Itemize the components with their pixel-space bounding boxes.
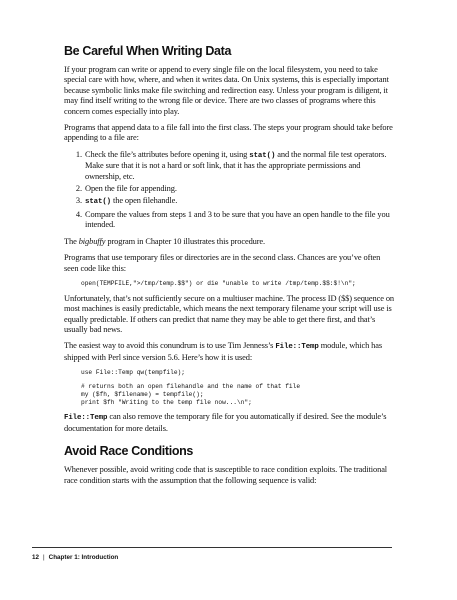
section-heading-careful-writing: Be Careful When Writing Data <box>64 44 232 58</box>
paragraph: Programs that append data to a file fall into the first class. The steps your program should take before appending to a file are: <box>64 123 393 143</box>
page-number: 12 <box>32 554 40 561</box>
program-name: bigbuffy <box>78 236 106 246</box>
paragraph: If your program can write or append to every single file on the local filesystem, you need to take special care with how, where, and when it writes data. On Unix systems, this is especially important because symbolic links make file switching and redirection easy. Unless your program is diligent, it may find itself writing to the wrong file or device. There are two classes of programs where this concern comes especially into play. <box>64 65 389 116</box>
list-item: 3. stat() the open filehandle. <box>84 196 394 207</box>
list-item: 1. Check the file’s attributes before opening it, using stat() and the normal file test operators. Make sure that it is not a hard or soft link, that it has the appropriate permissions and ownership, etc. <box>84 150 394 182</box>
page-content <box>64 44 394 492</box>
page-footer <box>32 547 392 561</box>
list-item: 4. Compare the values from steps 1 and 3 to be sure that you have an open handle to the file you intended. <box>84 210 394 231</box>
inline-code: stat() <box>249 151 276 160</box>
code-block: open(TEMPFILE,">/tmp/temp.$$") or die "unable to write /tmp/temp.$$:$!\n"; <box>81 279 356 287</box>
paragraph: The easiest way to avoid this conundrum is to use Tim Jenness’s File::Temp module, which has shipped with Perl since version 5.6. Here’s how it is used: <box>64 341 383 362</box>
paragraph: File::Temp can also remove the temporary file for you automatically if desired. See the module’s documentation for more details. <box>64 412 387 433</box>
paragraph: The bigbuffy program in Chapter 10 illustrates this procedure. <box>64 236 266 246</box>
section-heading-race-conditions: Avoid Race Conditions <box>64 444 194 459</box>
inline-code: File::Temp <box>275 343 319 352</box>
inline-code: File::Temp <box>64 414 108 423</box>
code-block: use File::Temp qw(tempfile); # returns both an open filehandle and the name of that file my ($fh, $filename) = tempfile(); print $fh "Writing to the temp file now...\n"; <box>81 369 301 406</box>
paragraph: Whenever possible, avoid writing code that is susceptible to race condition exploits. The traditional race condition starts with the assumption that the following sequence is valid: <box>64 465 388 485</box>
paragraph: Programs that use temporary files or directories are in the second class. Chances are you’ve often seen code like this: <box>64 253 381 273</box>
inline-code: stat() <box>85 198 112 207</box>
chapter-title: Chapter 1: Introduction <box>48 554 119 561</box>
paragraph: Unfortunately, that’s not sufficiently secure on a multiuser machine. The process ID ($$) sequence on most machines is easily predictable, which means the next temporary filename your script will use is equally predictable. If others can predict that name they may be able to get there first, and that’s usually bad news. <box>64 293 394 334</box>
footer-separator: | <box>43 554 45 561</box>
steps-list <box>64 150 394 231</box>
list-item: 2. Open the file for appending. <box>84 184 394 194</box>
